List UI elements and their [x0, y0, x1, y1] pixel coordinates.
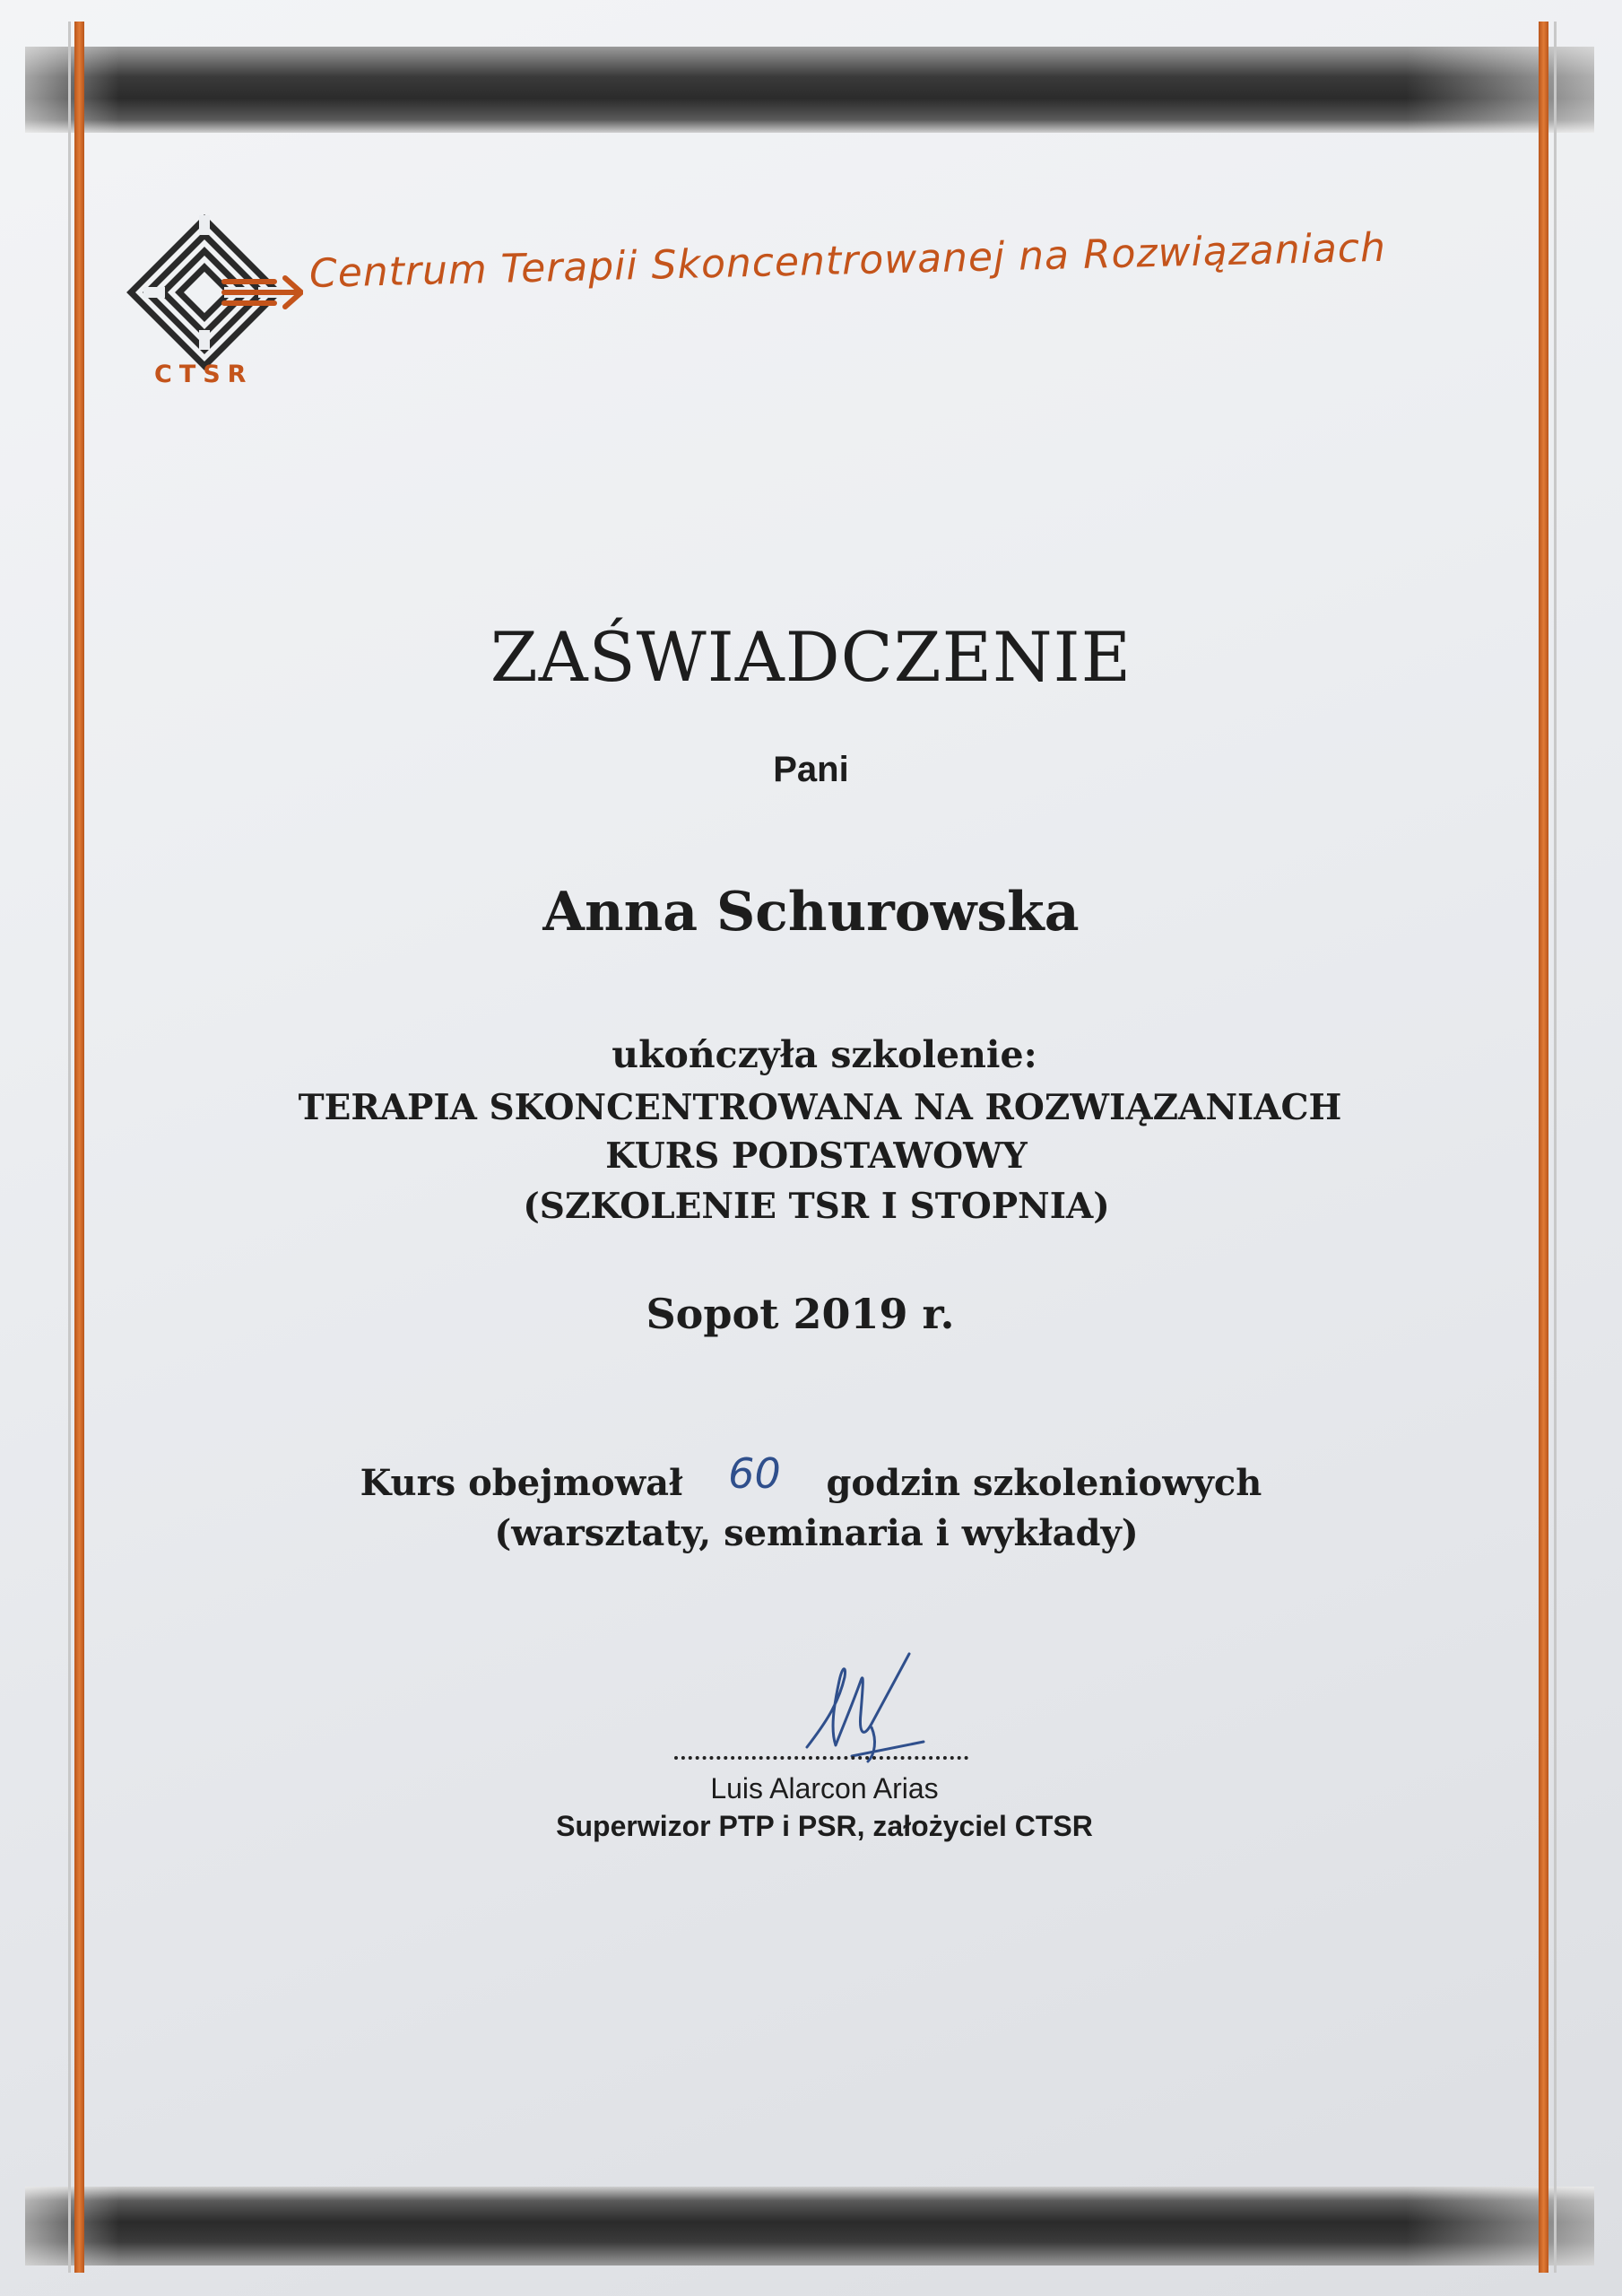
- course-title-line: TERAPIA SKONCENTROWANA NA ROZWIĄZANIACH: [298, 1087, 1342, 1128]
- place-and-year: Sopot 2019 r.: [646, 1290, 955, 1338]
- signatory-name: Luis Alarcon Arias: [710, 1772, 939, 1805]
- top-frame-bar-shading: [25, 47, 1594, 133]
- hours-note: (warsztaty, seminaria i wykłady): [494, 1512, 1139, 1554]
- course-degree-line: (SZKOLENIE TSR I STOPNIA): [523, 1186, 1110, 1227]
- handwritten-hours-value: 60: [728, 1449, 781, 1498]
- bottom-frame-bar-shading: [25, 2187, 1594, 2266]
- hours-suffix: godzin szkoleniowych: [826, 1462, 1262, 1504]
- organization-abbreviation: CTSR: [154, 361, 254, 388]
- course-level-line: KURS PODSTAWOWY: [605, 1135, 1028, 1177]
- hours-prefix: Kurs obejmował: [360, 1462, 683, 1504]
- completed-text: ukończyła szkolenie:: [612, 1033, 1037, 1076]
- certificate-title: ZAŚWIADCZENIE: [490, 617, 1132, 697]
- recipient-name: Anna Schurowska: [542, 881, 1080, 944]
- salutation: Pani: [773, 750, 849, 789]
- signature-line: [674, 1756, 968, 1760]
- hours-fill-field: [682, 1449, 826, 1505]
- handwritten-signature: [789, 1641, 968, 1767]
- course-hours-line: [0, 1449, 1622, 1505]
- organization-name: Centrum Terapii Skoncentrowanej na Rozwiązaniach: [308, 224, 1387, 297]
- signatory-role: Superwizor PTP i PSR, założyciel CTSR: [556, 1810, 1093, 1842]
